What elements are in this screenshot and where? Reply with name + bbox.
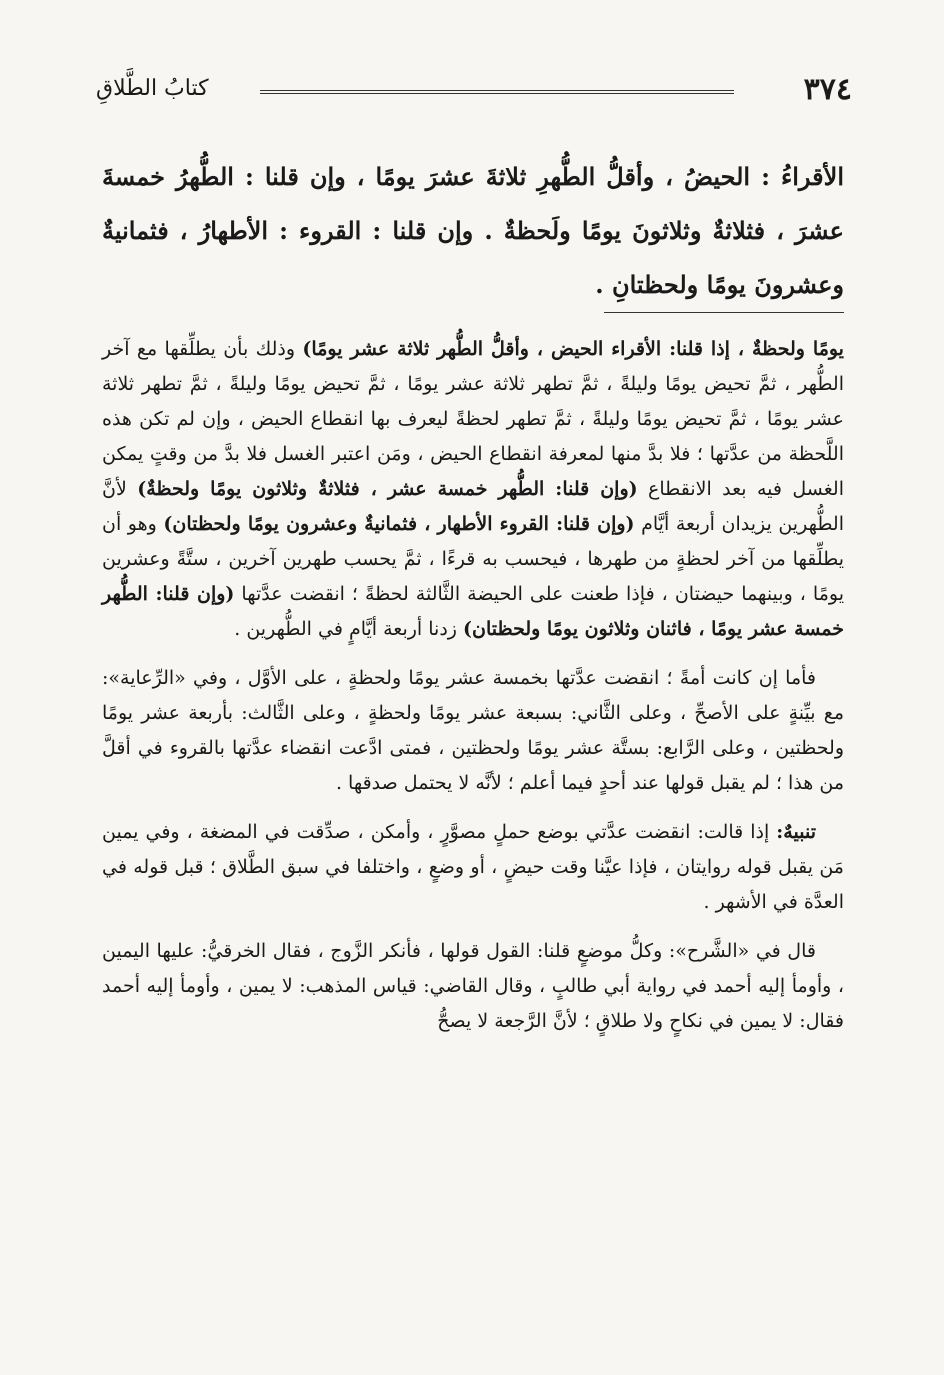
commentary [102, 332, 844, 1053]
quoted-matn-segment: (وإن قلنا: الطُّهر خمسة عشر يومًا ، فاثنان وثلاثون يومًا ولحظتان) [102, 583, 844, 640]
commentary-paragraph-3 [102, 815, 844, 920]
page-number: ٣٧٤ [803, 72, 852, 107]
running-title: كتابُ الطَّلاقِ [96, 76, 209, 101]
header-rule [260, 90, 734, 94]
section-divider [604, 312, 844, 313]
main-text: الأقراءُ : الحيضُ ، وأقلُّ الطُّهرِ ثلاثةَ عشرَ يومًا ، وإن قلنا : الطُّهرُ خمسةَ عشرَ ، فثلاثةٌ وثلاثونَ يومًا ولَحظةٌ . وإن قلنا : القروء : الأطهارُ ، فثمانيةٌ وعشرونَ يومًا ولحظتانِ . [102, 162, 844, 299]
note-label: تنبيهٌ: [776, 821, 816, 843]
quoted-matn-segment: (وإن قلنا: القروء الأطهار ، فثمانيةٌ وعشرون يومًا ولحظتان) [163, 513, 635, 535]
note-text: إذا قالت: انقضت عدَّتي بوضع حملٍ مصوَّرٍ ، وأمكن ، صدِّقت في المضغة ، وفي يمين مَن يقبل قوله روايتان ، فإذا عيَّنا وقت حيضٍ ، أو وضعٍ ، واختلفا في سبق الطَّلاق ؛ قبل قوله في العدَّة في الأشهر . [102, 821, 844, 913]
commentary-paragraph-1 [102, 332, 844, 647]
commentary-segment: لأنَّ الطُّهرين يزيدان أربعة أيَّام [102, 478, 844, 535]
quoted-matn-segment: (وإن قلنا: الطُّهر خمسة عشر ، فثلاثةٌ وثلاثون يومًا ولحظةٌ) [137, 478, 638, 500]
quoted-matn-segment: يومًا ولحظةٌ ، إذا قلنا: الأقراء الحيض ، وأقلُّ الطُّهر ثلاثة عشر يومًا) [302, 338, 844, 360]
commentary-paragraph-4: قال في «الشَّرح»: وكلُّ موضعٍ قلنا: القول قولها ، فأنكر الزَّوج ، فقال الخرقيُّ: عليها اليمين ، وأومأ إليه أحمد في رواية أبي طالبٍ ، وقال القاضي: قياس المذهب: لا يمين ، وأومأ إليه أحمد فقال: لا يمين في نكاحٍ ولا طلاقٍ ؛ لأنَّ الرَّجعة لا يصحُّ [102, 940, 844, 1032]
commentary-paragraph-2: فأما إن كانت أمةً ؛ انقضت عدَّتها بخمسة عشر يومًا ولحظةٍ ، على الأوَّل ، وفي «الرِّعاية»: مع بيِّنةٍ على الأصحِّ ، وعلى الثَّاني: بسبعة عشر يومًا ولحظةٍ ، وعلى الثَّالث: بأربعة عشر يومًا ولحظتين ، وعلى الرَّابع: بستَّة عشر يومًا ولحظتين ، فمتى ادَّعت انقضاء عدَّتها بالقروء في أقلَّ من هذا ؛ لم يقبل قولها عند أحدٍ فيما أعلم ؛ لأنَّه لا يحتمل صدقها . [102, 667, 844, 794]
commentary-segment: وذلك بأن يطلِّقها مع آخر الطُّهر ، ثمَّ تحيض يومًا وليلةً ، ثمَّ تطهر ثلاثة عشر يومًا ، ثمَّ تحيض يومًا وليلةً ، ثمَّ تطهر ثلاثة عشر يومًا ، ثمَّ تحيض يومًا وليلةً ، ثمَّ تطهر لحظةً ليعرف بها انقطاع الحيض ، وإن لم تكن هذه اللَّحظة من عدَّتها ؛ فلا بدَّ منها لمعرفة انقطاع الحيض ، ومَن اعتبر الغسل فلا بدَّ من وقتٍ يمكن الغسل فيه بعد الانقطاع [102, 338, 844, 500]
commentary-segment: وهو أن يطلِّقها من آخر لحظةٍ من طهرها ، فيحسب به قرءًا ، ثمَّ يحسب طهرين آخرين ، ستَّةً وعشرين يومًا ، وبينهما حيضتان ، فإذا طعنت على الحيضة الثَّالثة لحظةً ؛ انقضت عدَّتها [102, 513, 844, 605]
commentary-segment: زدنا أربعة أيَّامٍ في الطُّهرين . [234, 618, 464, 640]
page-header [96, 72, 852, 112]
